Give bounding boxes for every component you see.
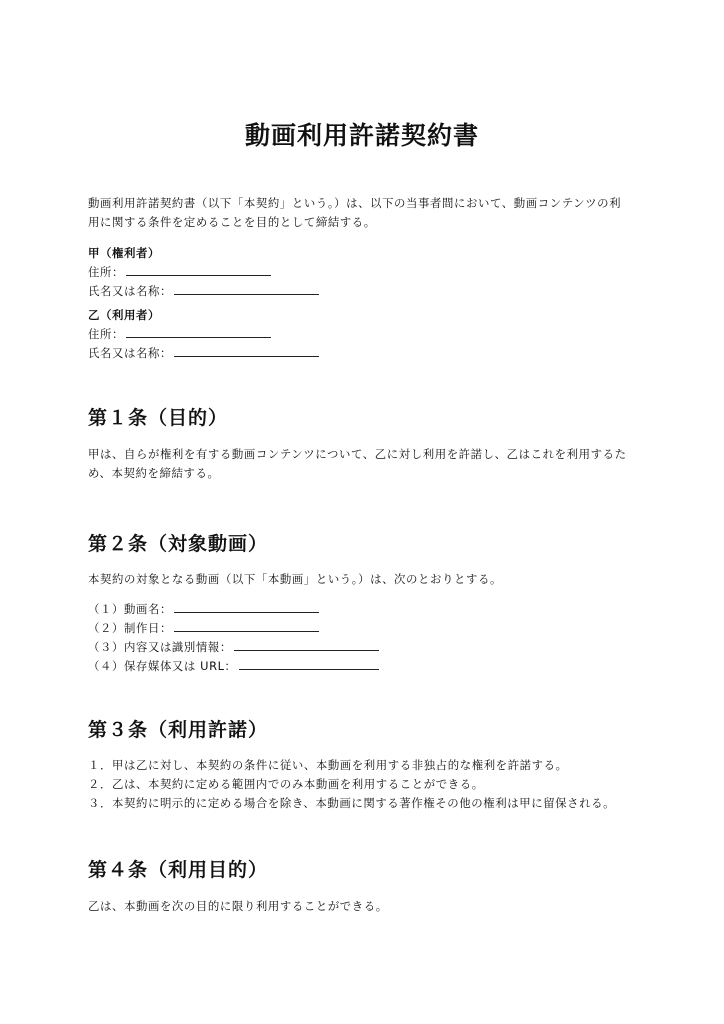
party-b-name-label: 氏名又は名称： [88,346,172,360]
intro-paragraph [88,194,648,232]
article-2-heading: 第２条（対象動画） [88,533,269,555]
party-b-address-blank [126,325,271,338]
article-2-intro-text: 本契約の対象となる動画（以下「本動画」という。）は、次のとおりとする。 [88,572,502,586]
party-a-address-blank [126,263,271,276]
party-b-block [88,306,648,363]
article-2-item-4 [88,657,648,676]
party-a-name-blank [174,282,319,295]
party-b-address-row [88,325,648,344]
article-2-item-3-label: （３）内容又は識別情報： [88,640,232,654]
party-b-name-row [88,344,648,363]
article-3-item-3: ３．本契約に明示的に定める場合を除き、本動画に関する著作権その他の権利は甲に留保される。 [88,796,616,810]
intro-line-2: 用に関する条件を定めることを目的として締結する。 [88,215,376,229]
article-3-items [88,756,648,813]
article-2-intro [88,570,648,589]
article-2-item-1-blank [174,600,319,613]
party-b-name-blank [174,344,319,357]
article-4-heading: 第４条（利用目的） [88,859,269,881]
party-a-name-row [88,282,648,301]
party-b-address-label: 住所： [88,327,124,341]
article-2-item-2-label: （２）制作日： [88,621,172,635]
article-2-item-3-blank [234,638,379,651]
party-a-block [88,244,648,301]
article-2-item-1-label: （１）動画名： [88,602,172,616]
party-a-heading: 甲（権利者） [88,246,160,260]
article-1-body [88,445,648,483]
article-4-body [88,897,648,916]
article-2-item-2-blank [174,619,319,632]
article-4-line-1: 乙は、本動画を次の目的に限り利用することができる。 [88,899,388,913]
article-1-heading: 第１条（目的） [88,407,229,429]
article-3-item-2: ２．乙は、本契約に定める範囲内でのみ本動画を利用することができる。 [88,777,484,791]
party-a-name-label: 氏名又は名称： [88,284,172,298]
article-2-items [88,600,648,676]
article-1-line-2: め、本契約を締結する。 [88,466,220,480]
article-2-item-3 [88,638,648,657]
article-2-item-4-blank [239,657,379,670]
document-title: 動画利用許諾契約書 [244,121,479,150]
article-3-heading: 第３条（利用許諾） [88,719,269,741]
article-2-item-2 [88,619,648,638]
article-2-item-4-label: （４）保存媒体又は URL： [88,659,237,673]
party-b-heading: 乙（利用者） [88,308,160,322]
article-1-line-1: 甲は、自らが権利を有する動画コンテンツについて、乙に対し利用を許諾し、乙はこれを利用するた [88,447,627,461]
party-a-address-label: 住所： [88,265,124,279]
party-a-address-row [88,263,648,282]
intro-line-1: 動画利用許諾契約書（以下「本契約」という。）は、以下の当事者間において、動画コンテンツの利 [88,196,622,210]
article-2-item-1 [88,600,648,619]
article-3-item-1: １．甲は乙に対し、本契約の条件に従い、本動画を利用する非独占的な権利を許諾する。 [88,758,568,772]
